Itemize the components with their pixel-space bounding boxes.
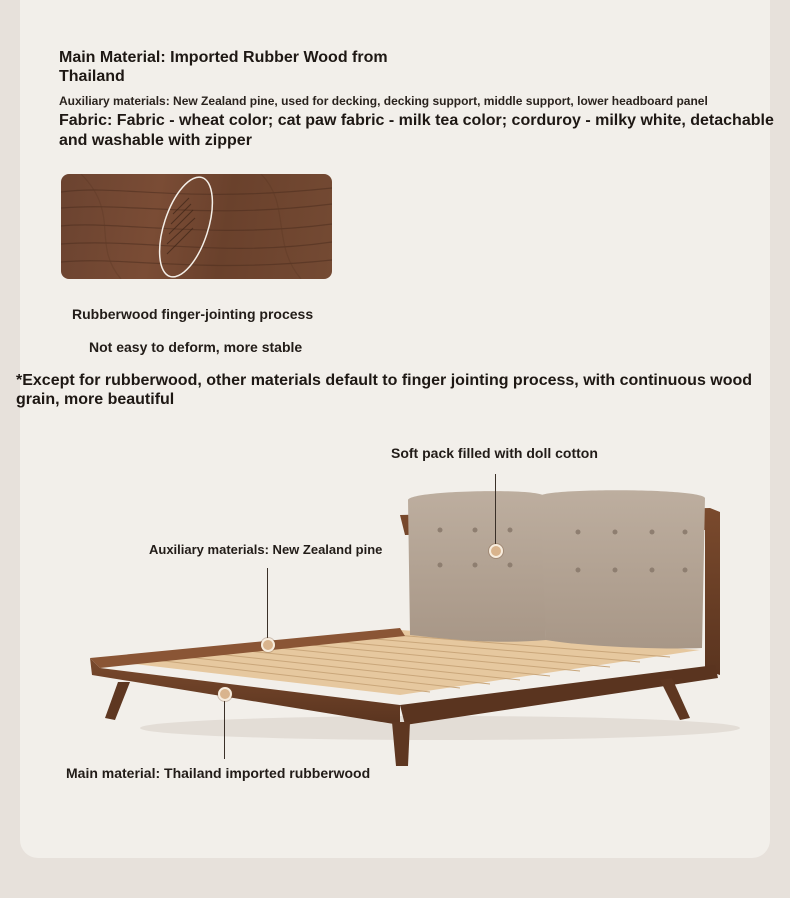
soft-pack-label: Soft pack filled with doll cotton — [391, 445, 598, 461]
right-headboard-cushion — [540, 490, 705, 648]
fabric-text: Fabric: Fabric - wheat color; cat paw fabric - milk tea color; corduroy - milky white, detachable and washable with zipper — [59, 112, 774, 149]
auxiliary-marker — [261, 638, 275, 652]
auxiliary-leader-line — [267, 568, 268, 642]
main-material-leader-line — [224, 697, 225, 759]
finger-jointing-note: *Except for rubberwood, other materials default to finger jointing process, with continuous wood grain, more beautiful — [16, 372, 753, 408]
finger-jointing-caption: Rubberwood finger-jointing process — [72, 306, 314, 322]
main-material-text: Main Material: Imported Rubber Wood from Thailand — [59, 49, 388, 85]
wood-grain-graphic — [61, 174, 332, 279]
auxiliary-materials-text: Auxiliary materials: New Zealand pine, used for decking, decking support, middle support, lower headboard panel — [59, 94, 708, 108]
front-right-leg — [392, 722, 410, 766]
soft-pack-marker — [489, 544, 503, 558]
front-left-leg — [105, 682, 130, 720]
auxiliary-pine-label: Auxiliary materials: New Zealand pine — [149, 542, 383, 557]
stability-caption: Not easy to deform, more stable — [89, 339, 303, 355]
bed-graphic — [60, 470, 760, 770]
main-material-marker — [218, 687, 232, 701]
wood-grain-sample-image — [61, 174, 332, 279]
soft-pack-leader-line — [495, 474, 496, 549]
bed-illustration — [60, 470, 760, 770]
main-rubberwood-label: Main material: Thailand imported rubberwood — [66, 765, 371, 781]
